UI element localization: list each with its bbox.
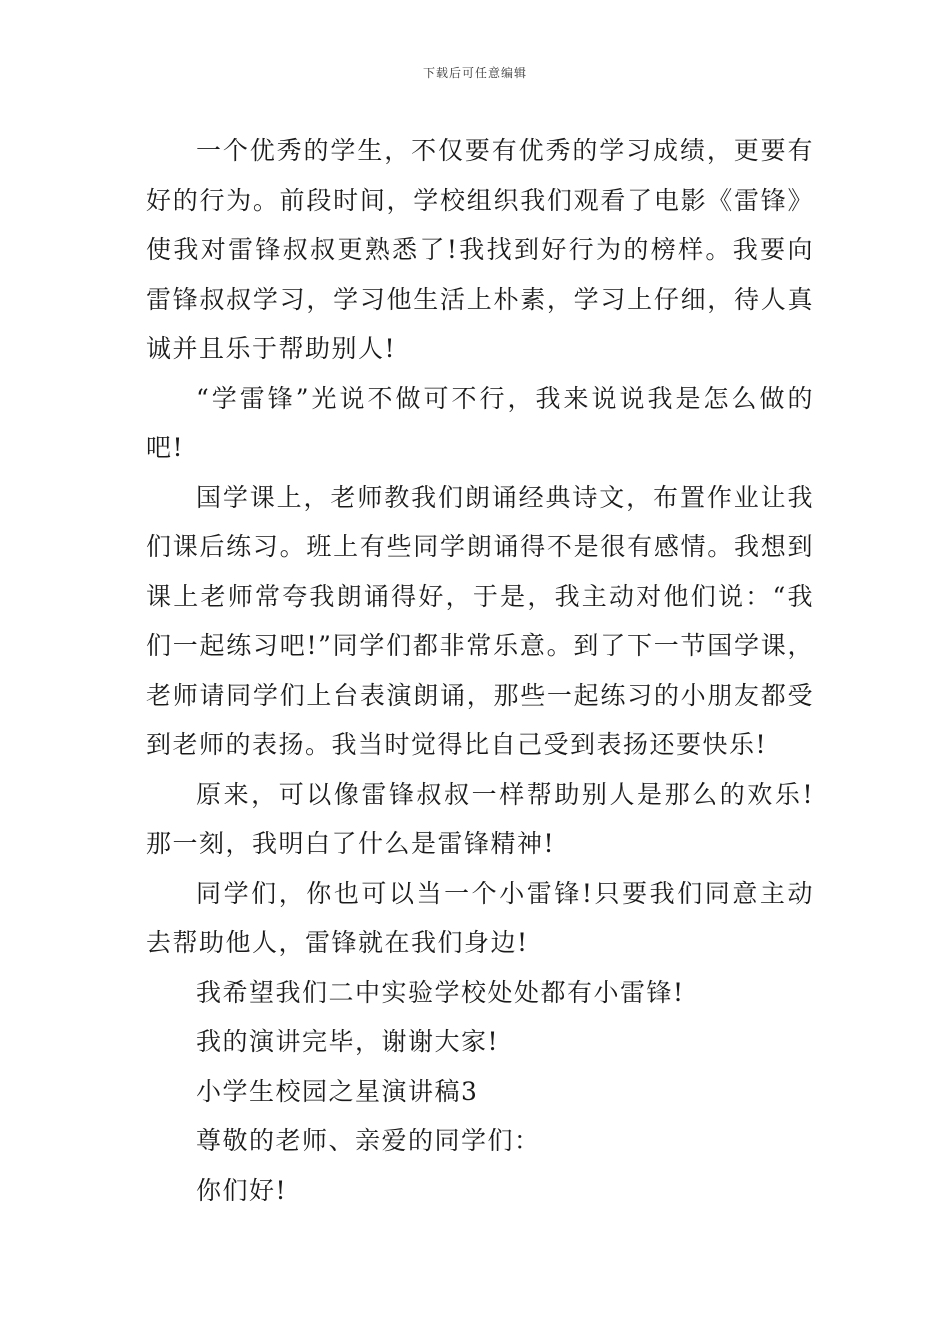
- document-body: [146, 126, 814, 1215]
- section-title: 小学生校园之星演讲稿3: [196, 1076, 479, 1106]
- paragraph: 国学课上，老师教我们朗诵经典诗文，布置作业让我们课后练习。班上有些同学朗诵得不是很有感情。我想到课上老师常夸我朗诵得好，于是，我主动对他们说：“我们一起练习吧!”同学们都非常乐意。到了下一节国学课，老师请同学们上台表演朗诵，那些一起练习的小朋友都受到老师的表扬。我当时觉得比自己受到表扬还要快乐!: [146, 482, 814, 759]
- paragraph: 一个优秀的学生，不仅要有优秀的学习成绩，更要有好的行为。前段时间，学校组织我们观看了电影《雷锋》使我对雷锋叔叔更熟悉了!我找到好行为的榜样。我要向雷锋叔叔学习，学习他生活上朴素，学习上仔细，待人真诚并且乐于帮助别人!: [146, 136, 814, 363]
- greeting: 你们好!: [196, 1175, 288, 1205]
- salutation: 尊敬的老师、亲爱的同学们：: [196, 1126, 541, 1155]
- paragraph: 我希望我们二中实验学校处处都有小雷锋!: [196, 977, 685, 1007]
- paragraph: “学雷锋”光说不做可不行，我来说说我是怎么做的吧!: [146, 383, 814, 462]
- paragraph: 原来，可以像雷锋叔叔一样帮助别人是那么的欢乐!那一刻，我明白了什么是雷锋精神!: [146, 779, 814, 858]
- paragraph: 我的演讲完毕，谢谢大家!: [196, 1027, 500, 1056]
- paragraph: 同学们，你也可以当一个小雷锋!只要我们同意主动去帮助他人，雷锋就在我们身边!: [146, 878, 814, 957]
- page-header-note: 下载后可任意编辑: [422, 66, 527, 80]
